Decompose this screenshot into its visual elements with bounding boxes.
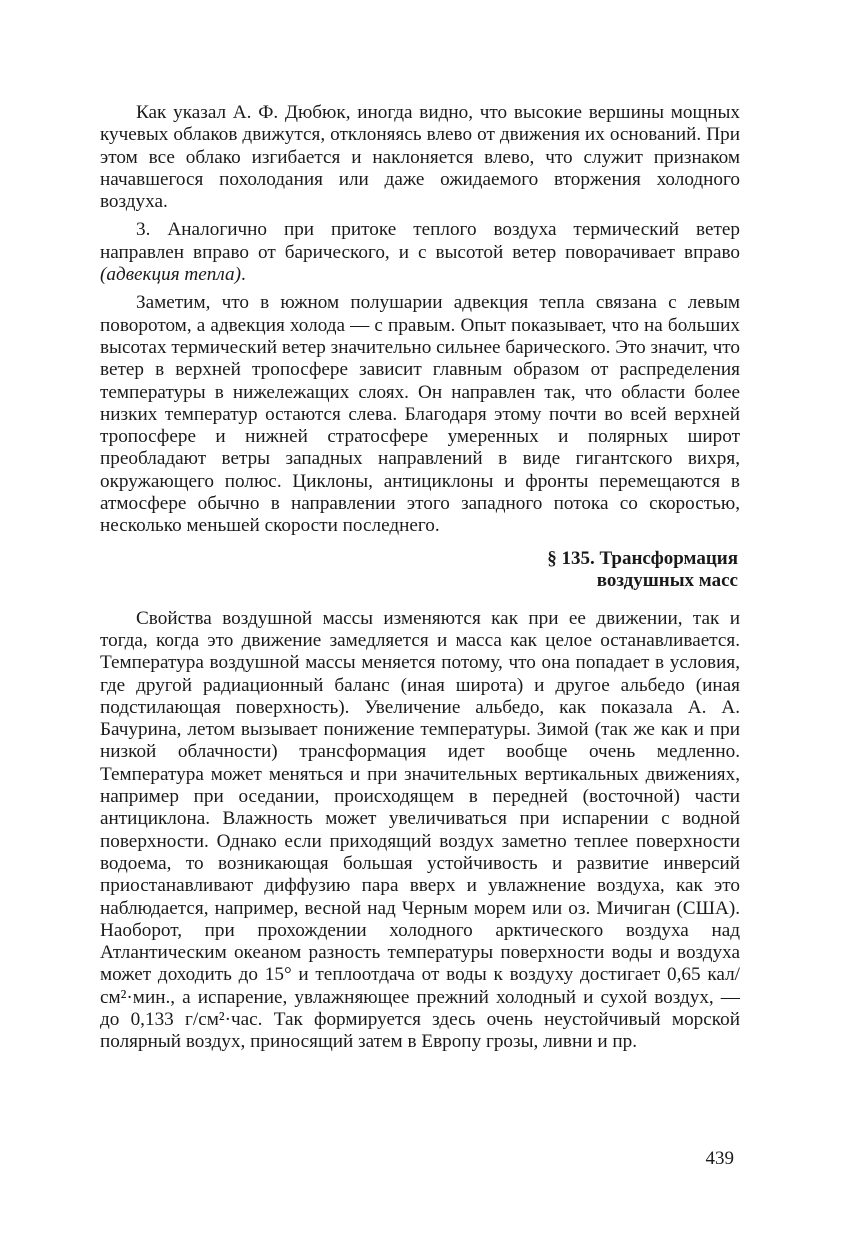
paragraph-4: Свойства воздушной массы изменяются как при ее движении, так и тогда, когда это движение замедляется и масса как целое останавливается. Температура воздушной массы меняется потому, что она попадает в условия, где другой радиационный баланс (иная широта) и другое альбедо (иная подстилающая поверхность). Увеличение альбедо, как показала А. А. Бачурина, летом вызывает понижение температуры. Зимой (так же как и при низкой облачности) трансформация идет вообще очень медленно. Температура может меняться и при значительных вертикальных движениях, например при оседании, происходящем в передней (восточной) части антициклона. Влажность может увеличиваться при испарении с водной поверхности. Однако если приходящий воздух заметно теплее поверхности водоема, то возникающая большая устойчивость и развитие инверсий приостанавливают диффузию пара вверх и увлажнение воздуха, как это наблюдается, например, весной над Черным морем или оз. Мичиган (США). Наоборот, при прохождении холодного арктического воздуха над Атлантическим океаном разность температуры поверхности воды и воздуха может доходить до 15° и теплоотдача от воды к воздуху достигает 0,65 кал/см²·мин., а испарение, увлажняющее прежний холодный и сухой воздух, — до 0,133 г/см²·час. Так формируется здесь очень неустойчивый морской полярный воздух, приносящий затем в Европу грозы, ливни и пр. <box>100 607 740 1053</box>
paragraph-3: Заметим, что в южном полушарии адвекция тепла связана с левым поворотом, а адвекция холода — с правым. Опыт показывает, что на больших высотах термический ветер значительно сильнее барического. Это значит, что ветер в верхней тропосфере зависит главным образом от распределения температуры в нижележащих слоях. Он направлен так, что области более низких температур остаются слева. Благодаря этому почти во всей верхней тропосфере и нижней стратосфере умеренных и полярных широт преобладают ветры западных направлений в виде гигантского вихря, окружающего полюс. Циклоны, антициклоны и фронты перемещаются в атмосфере обычно в направлении этого западного потока со скоростью, несколько меньшей скорости последнего. <box>100 292 740 537</box>
page-body <box>100 100 740 1054</box>
paragraph-2-text: 3. Аналогично при притоке теплого воздуха термический ветер направлен вправо от барического, и с высотой ветер поворачивает вправо <box>100 219 740 263</box>
paragraph-2 <box>100 219 740 286</box>
page-number: 439 <box>705 1148 734 1169</box>
paragraph-1: Как указал А. Ф. Дюбюк, иногда видно, что высокие вершины мощных кучевых облаков движутся, отклоняясь влево от движения их оснований. При этом все облако изгибается и наклоняется влево, что служит признаком начавшегося похолодания или даже ожидаемого вторжения холодного воздуха. <box>100 102 740 213</box>
section-heading-line-2: воздушных масс <box>596 569 738 591</box>
paragraph-2-italic: (адвекция тепла) <box>100 264 241 286</box>
section-heading-line-1: § 135. Трансформация <box>547 547 738 569</box>
section-heading <box>100 548 738 592</box>
paragraph-2-end: . <box>240 264 246 286</box>
